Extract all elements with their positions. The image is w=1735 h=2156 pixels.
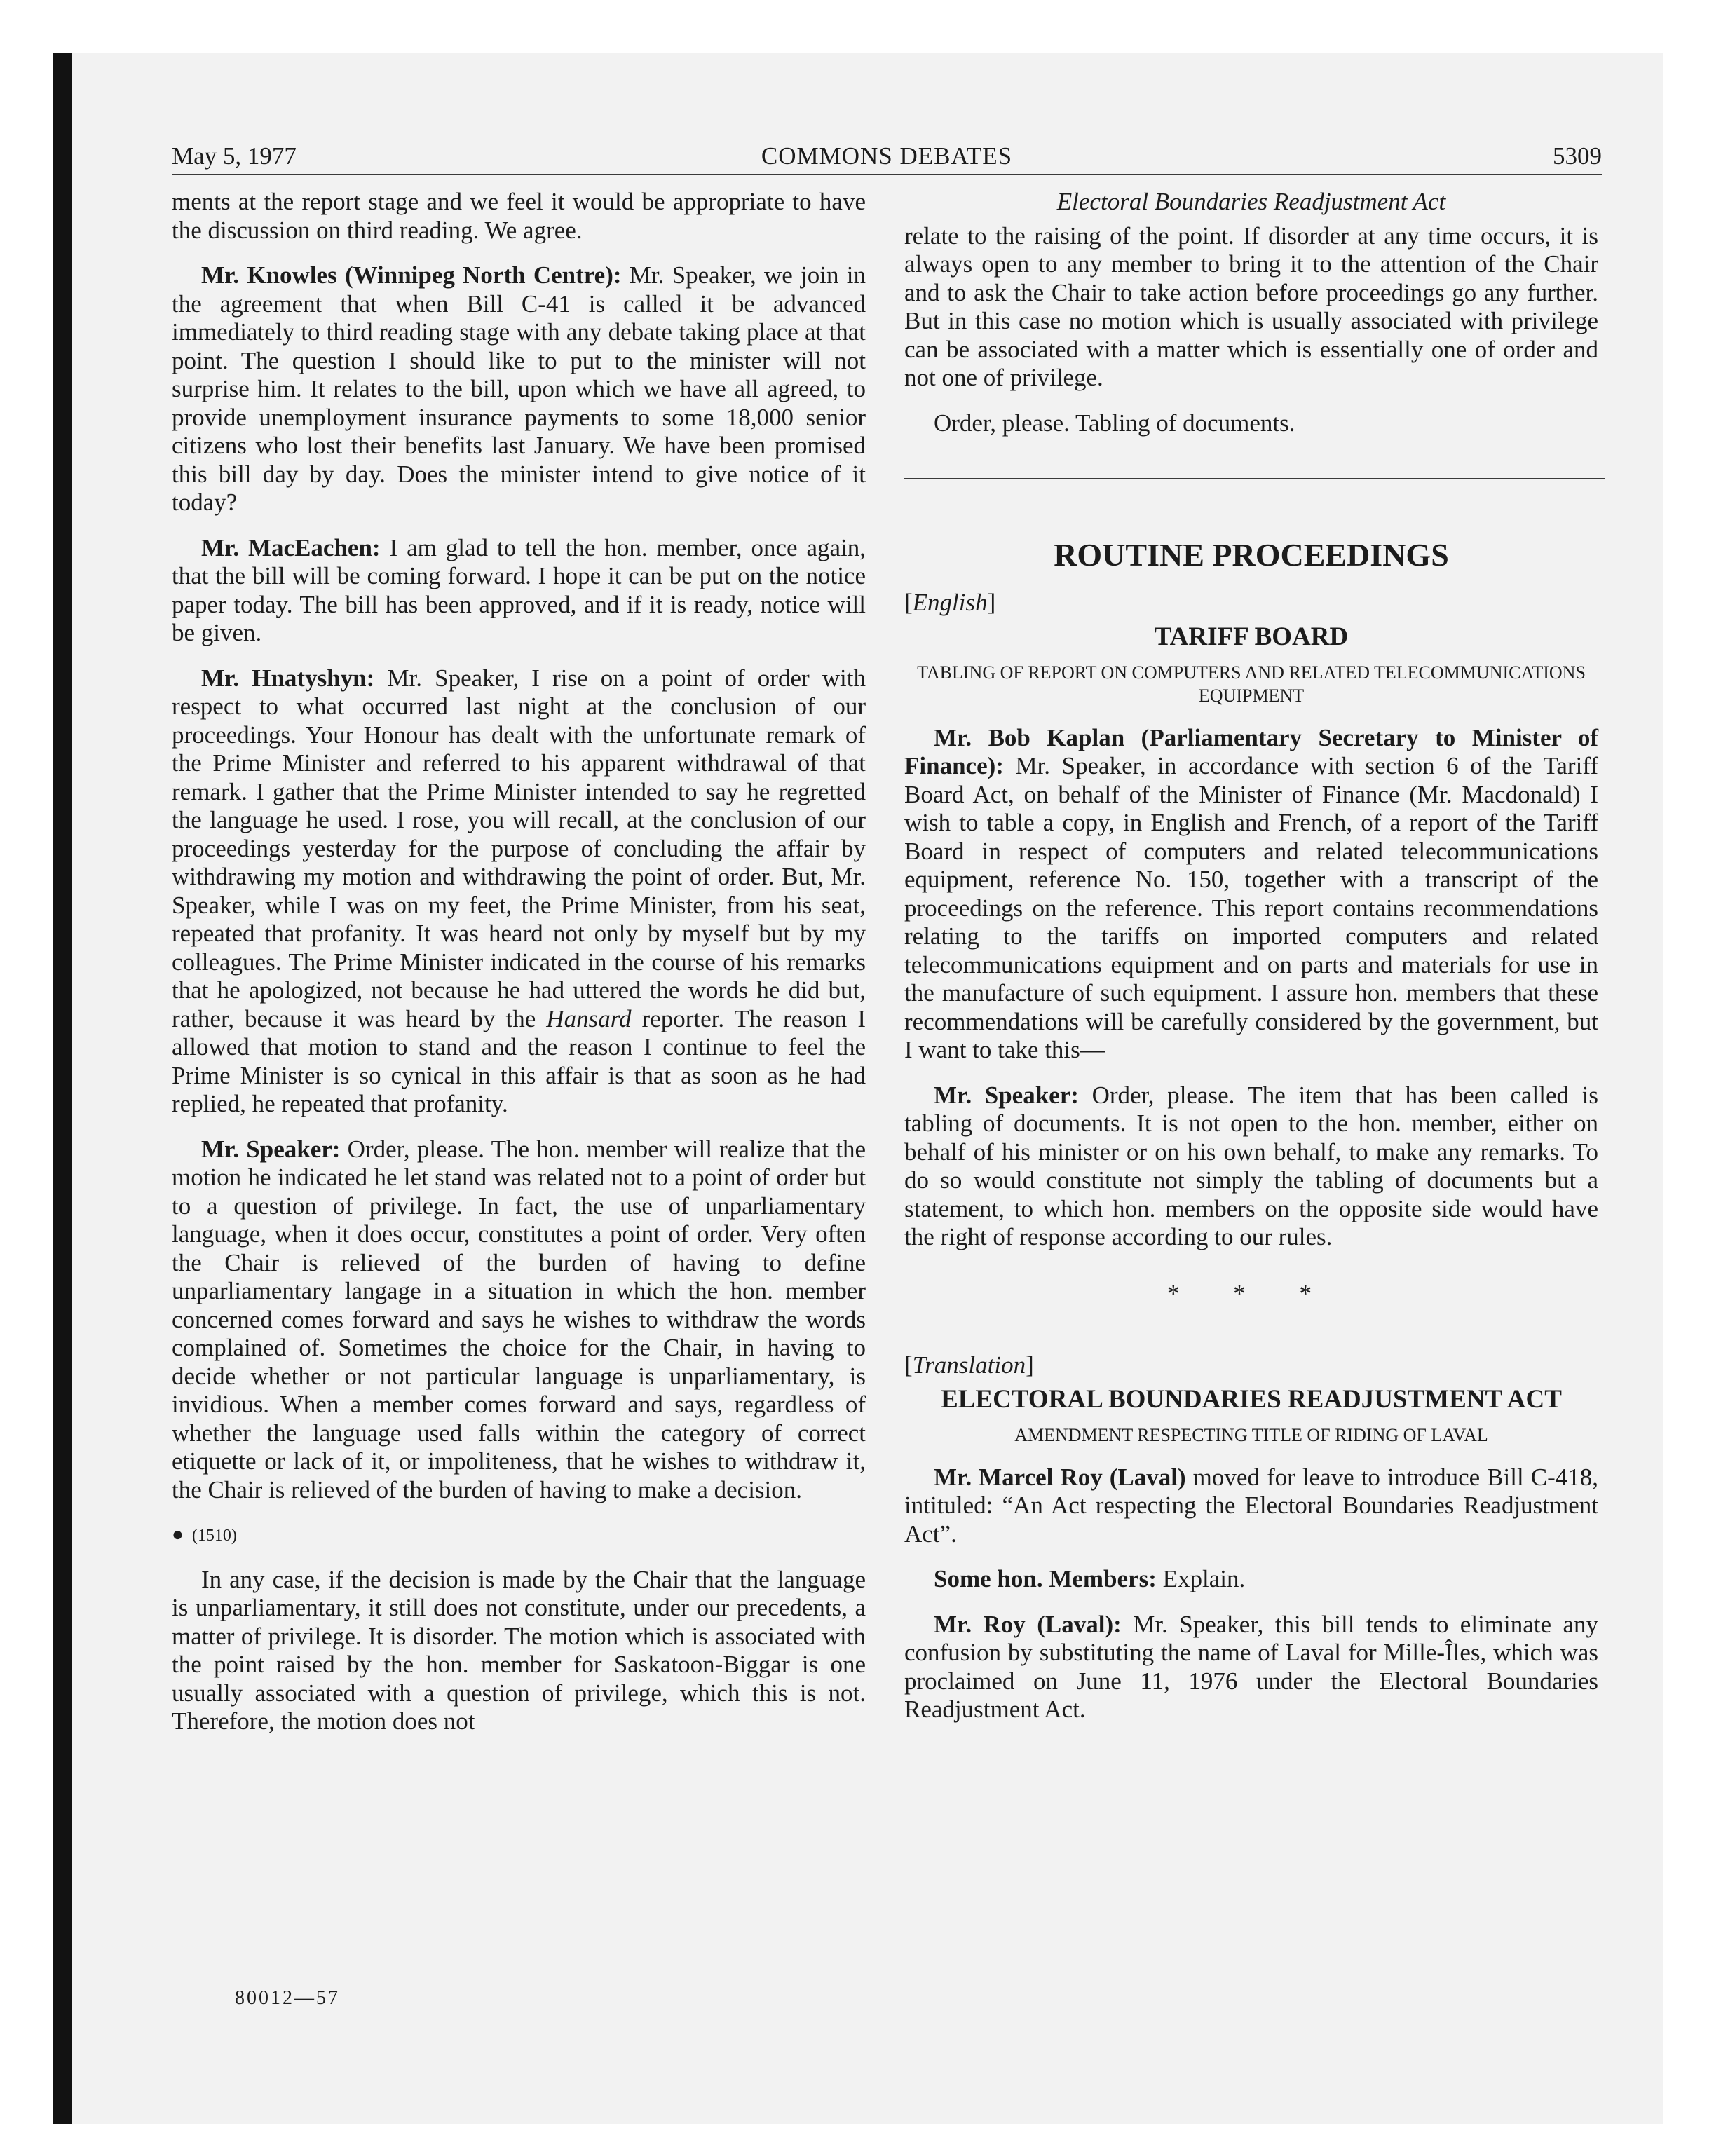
subject-title: ELECTORAL BOUNDARIES READJUSTMENT ACT	[941, 1384, 1562, 1414]
speaker-name: Mr. Hnatyshyn:	[201, 664, 375, 692]
paragraph	[904, 1464, 1598, 1549]
paragraph	[904, 1565, 1598, 1594]
paragraph-text: moved for leave to introduce Bill C-418, intituled: “An Act respecting the Electoral Boundaries Readjustment Act”.	[904, 1463, 1598, 1548]
speaker-name: Mr. Roy (Laval):	[934, 1610, 1122, 1638]
paragraph-text: ments at the report stage and we feel it would be appropriate to have the discussion on third reading. We agree.	[172, 188, 866, 244]
subject-subtitle: AMENDMENT RESPECTING TITLE OF RIDING OF LAVAL	[1014, 1424, 1488, 1445]
time-marker	[172, 1521, 866, 1550]
paragraph	[172, 261, 866, 517]
section-divider	[904, 478, 1605, 479]
subject-title: TARIFF BOARD	[1154, 622, 1349, 651]
paragraph-text: Mr. Speaker, I rise on a point of order with respect to what occurred last night at the conclusion of our proceedings. Your Honour has dealt with the unfortunate remark of the Prime Minister and referred to his apparent withdrawal of that remark. I gather that the Prime Minister intended to say he regretted the language he used. I rose, you will recall, at the conclusion of our proceedings yesterday for the purpose of concluding the affair by withdrawing my motion and withdrawing the point of order. But, Mr. Speaker, while I was on my feet, the Prime Minister, from his seat, repeated that profanity. It was heard not only by myself but by my colleagues. The Prime Minister indicated in the course of his remarks that he apologized, not because he had uttered the words he did but, rather, because it was heard by the	[172, 664, 866, 1032]
language-tag-text: English	[912, 589, 988, 616]
paragraph	[904, 1611, 1598, 1724]
speaker-name: Mr. Speaker:	[201, 1135, 341, 1163]
paragraph	[172, 1566, 866, 1736]
section-title: ROUTINE PROCEEDINGS	[1054, 537, 1449, 573]
paragraph	[172, 1135, 866, 1505]
paragraph-text: relate to the raising of the point. If disorder at any time occurs, it is always open to any member to bring it to the attention of the Chair and to ask the Chair to take action before proceedings go any further. But in this case no motion which is usually associated with privilege can be associated with a matter which is essentially one of order and not one of privilege.	[904, 221, 1598, 391]
paragraph	[904, 724, 1598, 1065]
paragraph-text: Mr. Speaker, we join in the agreement that when Bill C-41 is called it be advanced immediately to third reading stage with any debate taking place at that point. The question I should like to put to the minister will not surprise him. It relates to the bill, upon which we have all agreed, to provide unemployment insurance payments to some 18,000 senior citizens who lost their benefits last January. We have been promised this bill day by day. Does the minister intend to give notice of it today?	[172, 261, 866, 516]
speaker-name: Mr. Bob Kaplan (Parliamentary Secretary to Minister of Finance):	[904, 723, 1598, 779]
paragraph-text: Explain.	[1162, 1565, 1246, 1592]
running-title: Electoral Boundaries Readjustment Act	[1056, 188, 1446, 215]
header-page-number: 5309	[1553, 142, 1602, 170]
paragraph	[172, 664, 866, 1119]
paragraph-text: Mr. Speaker, in accordance with section 6 of the Tariff Board Act, on behalf of the Minister of Finance (Mr. Macdonald) I wish to table a copy, in English and French, of a report of the Tariff Board in respect of computers and related telecommunications equipment, reference No. 150, together with a transcript of the proceedings on the reference. This report contains recommendations relating to the tariffs on imported computers and related telecommunications equipment and on parts and materials for use in the manufacture of such equipment. I assure hon. members that these recommendations will be carefully considered by the government, but I want to take this—	[904, 752, 1598, 1063]
section-separator: * * *	[1167, 1279, 1335, 1307]
language-tag: [English]	[904, 589, 996, 616]
right-column	[904, 188, 1598, 1741]
paragraph	[904, 1082, 1598, 1252]
paragraph-text: reporter. The reason I allowed that motion to stand and the reason I continue to feel the Prime Minister is so cynical in this affair is that as soon as he had replied, he repeated that profanity.	[172, 1004, 866, 1117]
speaker-name: Mr. Marcel Roy (Laval)	[934, 1463, 1186, 1491]
header-publication: COMMONS DEBATES	[761, 142, 1013, 170]
paragraph-text: Mr. Speaker, this bill tends to eliminate any confusion by substituting the name of Laval for Mille-Îles, which was proclaimed on June 11, 1976 under the Electoral Boundaries Readjustment Act.	[904, 1610, 1598, 1723]
language-tag-text: Translation	[912, 1351, 1026, 1379]
paragraph-text: I am glad to tell the hon. member, once again, that the bill will be coming forward. I hope it can be put on the notice paper today. The bill has been approved, and if it is ready, notice will be given.	[172, 533, 866, 646]
paragraph	[172, 188, 866, 245]
paragraph	[904, 409, 1598, 438]
paragraph-text: In any case, if the decision is made by the Chair that the language is unparliamentary, it still does not constitute, under our precedents, a matter of privilege. It is disorder. The motion which is associated with the point raised by the hon. member for Saskatoon-Biggar is one usually associated with a question of privilege, which this is not. Therefore, the motion does not	[172, 1565, 866, 1735]
speaker-name: Some hon. Members:	[934, 1565, 1157, 1592]
paragraph-text: Order, please. The hon. member will realize that the motion he indicated he let stand was related not to a point of order but to a question of privilege. In fact, the use of unparliamentary language, when it does occur, constitutes a point of order. Very often the Chair is relieved of the burden of having to define unparliamentary langage in a situation in which the hon. member concerned comes forward and says he wishes to withdraw the words complained of. Sometimes the choice for the Chair, in having to decide whether or not particular language is unparliamentary, is invidious. When a member comes forward and says, regardless of whether the language used falls within the category of correct etiquette or lack of it, or impoliteness, that he wishes to withdraw it, the Chair is relieved of the burden of having to make a decision.	[172, 1135, 866, 1503]
paragraph	[904, 222, 1598, 393]
italic-term: Hansard	[546, 1004, 632, 1032]
bullet-icon: ●	[172, 1524, 184, 1546]
speaker-name: Mr. Speaker:	[934, 1081, 1079, 1109]
language-tag: [Translation]	[904, 1351, 1034, 1379]
paragraph	[172, 534, 866, 648]
header-date: May 5, 1977	[172, 142, 297, 170]
left-column	[172, 188, 866, 1753]
time-marker-text: (1510)	[191, 1527, 237, 1545]
paragraph-text: Order, please. Tabling of documents.	[934, 409, 1295, 437]
paragraph-text: Order, please. The item that has been called is tabling of documents. It is not open to the hon. member, either on behalf of his minister or on his own behalf, to make any remarks. To do so would constitute not simply the tabling of documents but a statement, to which hon. members on the opposite side would have the right of response according to our rules.	[904, 1081, 1599, 1250]
scan-edge	[53, 53, 72, 2124]
speaker-name: Mr. Knowles (Winnipeg North Centre):	[201, 261, 622, 289]
footer-code: 80012—57	[235, 1987, 340, 2009]
subject-subtitle: TABLING OF REPORT ON COMPUTERS AND RELATED TELECOMMUNICATIONS EQUIPMENT	[917, 662, 1586, 706]
speaker-name: Mr. MacEachen:	[201, 533, 381, 561]
running-head	[172, 139, 1602, 175]
